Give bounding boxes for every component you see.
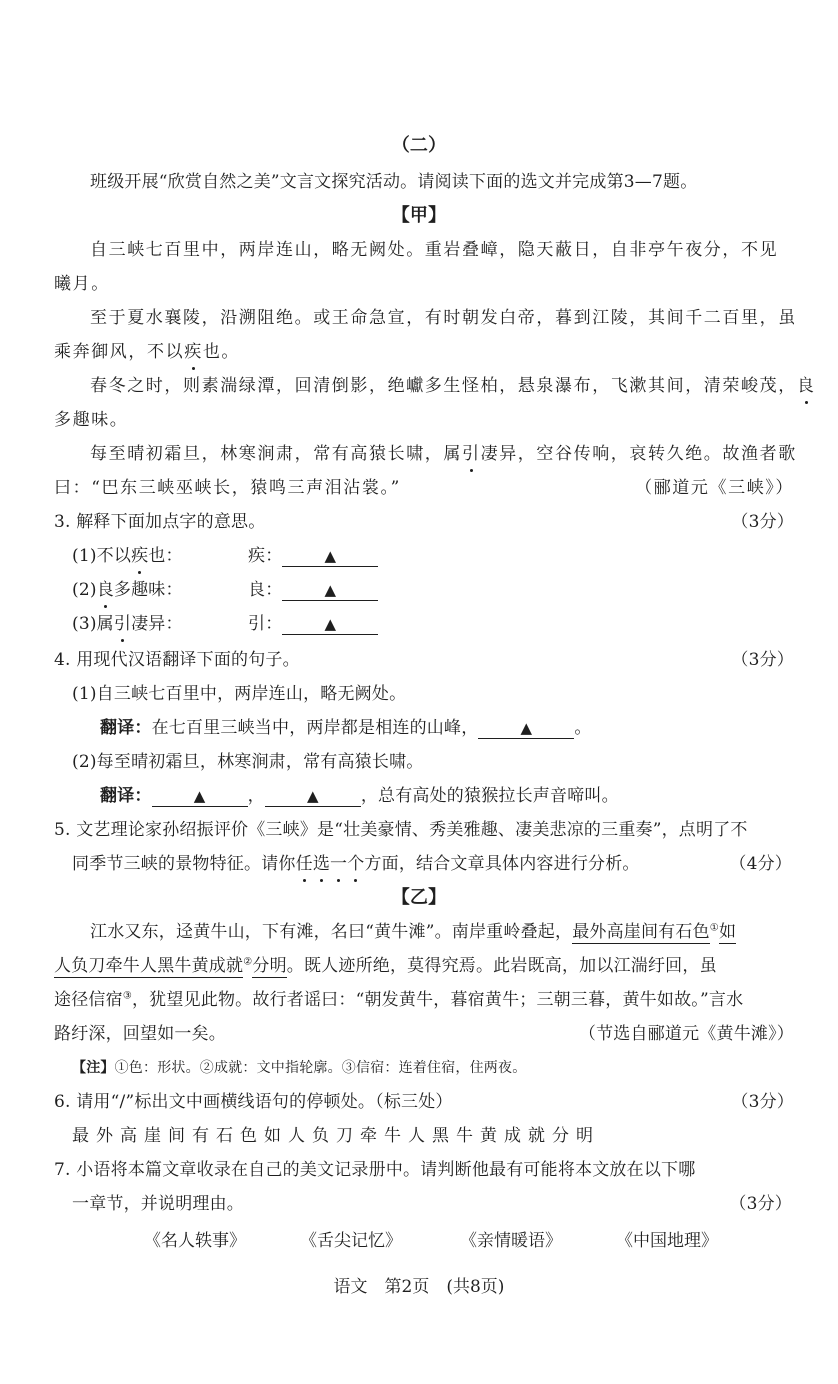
q3-item-3 [72,612,792,636]
item-label [72,578,248,602]
text: 在七百里三峡当中，两岸都是相连的山峰， [151,718,479,738]
q6-sentence: 最外高崖间有石色如人负刀牵牛人黑牛黄成就分明 [72,1126,600,1146]
dotted-char: 选 [312,854,331,874]
dotted-char: 引 [113,614,132,634]
yi-line4 [54,1022,794,1046]
text: 曰：“巴东三峡巫峡长，猿鸣三声泪沾裳。” [54,478,401,498]
jia-p1-line1: 自三峡七百里中，两岸连山，略无阙处。重岩叠嶂，隐天蔽日，自非亭午夜分，不见 [90,240,779,260]
text: 春冬之时，则素湍绿潭，回清倒影，绝巘多生怪柏，悬泉瀑布，飞漱其间，清荣峻茂， [90,376,797,396]
q5-score: （4分） [729,854,792,874]
char-label: 引： [248,614,283,634]
text: ，犹望见此物。故行者谣曰：“朝发黄牛，暮宿黄牛；三朝三暮，黄牛如故。”言水 [131,990,744,1010]
triangle-icon: ▲ [306,787,319,805]
yi-note [72,1056,812,1080]
note-label: 【注】 [72,1060,115,1076]
section-title: （二） [391,135,447,156]
text: 每至晴初霜旦，林寒涧肃，常有高猿长啸，属 [90,444,462,464]
underlined-text: 如 [718,922,737,942]
option-geography: 《中国地理》 [616,1231,718,1251]
text: 乘奔御风，不以 [54,342,185,362]
dotted-char: 任 [295,854,313,874]
jia-source: （郦道元《三峡》） [635,478,794,498]
dotted-char: 引 [462,444,481,464]
yi-line2 [54,954,794,978]
yi-line3 [54,988,794,1012]
q4-score: （3分） [731,650,794,670]
underlined-text: 分明 [252,956,287,976]
char-label: 良： [248,580,283,600]
q5-line1: 5. 文艺理论家孙绍振评价《三峡》是“壮美豪情、秀美雅趣、凄美悲凉的三重奏”，点明了不 [54,820,748,840]
text: 路纡深，回望如一矣。 [54,1024,226,1044]
answer-blank[interactable] [282,546,378,567]
dotted-char: 良 [96,580,114,600]
q5-line2 [72,852,792,876]
text: 。既人迹所绝，莫得究焉。此岩既高，加以江湍纡回，虽 [286,956,717,976]
text: 同季节三峡的景物特征。请你 [72,854,296,874]
q4-sentence-2: (2)每至晴初霜旦，林寒涧肃，常有高猿长啸。 [72,752,424,772]
translation-label: 翻译： [100,786,152,806]
text: (2) [72,580,97,600]
char-label: 疾： [248,546,283,566]
text: 凄异，空谷传响，哀转久绝。故渔者歌 [480,444,797,464]
answer-blank[interactable] [282,580,378,601]
item-label [72,612,248,636]
yi-source: （节选自郦道元《黄牛滩》） [578,1024,794,1044]
underlined-text: 最外高崖间有石色 [572,922,710,942]
jia-p1-line2: 曦月。 [54,274,110,294]
text: (3)属 [72,614,114,634]
text: 也。 [202,342,241,362]
dotted-char: 疾 [184,342,203,362]
underlined-text: 人负刀牵牛人黑牛黄成就 [54,956,244,976]
option-food: 《舌尖记忆》 [300,1231,402,1251]
text: 一章节，并说明理由。 [72,1194,244,1214]
q3-item-1 [72,544,792,568]
triangle-icon: ▲ [324,547,337,565]
yi-line1 [54,920,794,944]
triangle-icon: ▲ [193,787,206,805]
answer-blank[interactable] [478,718,574,739]
dotted-char: 良 [796,376,816,396]
footnote-mark: ② [243,956,253,968]
page-footer: 语文 第2页 (共8页) [333,1277,505,1297]
dotted-char: 一 [330,854,348,874]
item-label [72,544,248,568]
triangle-icon: ▲ [520,719,533,737]
q4-translation-1 [100,716,790,740]
triangle-icon: ▲ [324,581,337,599]
text: ， [247,786,265,806]
q7-line2 [72,1192,792,1216]
answer-blank[interactable] [282,614,378,635]
q7-line1: 7. 小语将本篇文章收录在自己的美文记录册中。请判断他最有可能将本文放在以下哪 [54,1160,696,1180]
jia-p2-line1: 至于夏水襄陵，沿溯阻绝。或王命急宣，有时朝发白帝，暮到江陵，其间千二百里，虽 [90,308,797,328]
q3-stem [54,510,794,534]
jia-p3-line2: 多趣味。 [54,410,129,430]
q4-stem [54,648,794,672]
text: ，总有高处的猿猴拉长声音啼叫。 [360,786,619,806]
answer-blank[interactable] [265,786,361,807]
passage-jia-title: 【甲】 [391,205,447,226]
jia-p2-line2 [54,340,794,364]
intro-text: 班级开展“欣赏自然之美”文言文探究活动。请阅读下面的选文并完成第3—7题。 [90,172,698,192]
dotted-phrase [296,854,365,874]
text: (1)不以 [72,546,132,566]
q4-sentence-1: (1)自三峡七百里中，两岸连山，略无阙处。 [72,684,407,704]
answer-blank[interactable] [152,786,248,807]
option-celebrity: 《名人轶事》 [144,1231,246,1251]
text: 多趣味： [113,580,183,600]
triangle-icon: ▲ [324,615,337,633]
text: 3. 解释下面加点字的意思。 [54,512,266,532]
passage-yi-title: 【乙】 [391,887,447,908]
note-text: ①色：形状。②成就：文中指轮廓。③信宿：连着住宿，住两夜。 [114,1060,527,1076]
dotted-char: 疾 [131,546,149,566]
text: 4. 用现代汉语翻译下面的句子。 [54,650,300,670]
q3-score: （3分） [731,512,794,532]
text: 方面，结合文章具体内容进行分析。 [364,854,640,874]
jia-p4-line2 [54,476,794,500]
q4-translation-2 [100,784,790,808]
text: 也： [148,546,183,566]
text: 江水又东，迳黄牛山，下有滩，名曰“黄牛滩”。南岸重岭叠起， [90,922,573,942]
footnote-mark: ① [709,922,719,934]
q7-options [0,1226,838,1250]
footnote-mark: ③ [122,990,132,1002]
text: 途径信宿 [54,990,123,1010]
option-family: 《亲情暖语》 [460,1231,562,1251]
q3-item-2 [72,578,792,602]
text: 。 [574,718,592,738]
q6-score: （3分） [731,1092,794,1112]
q6-stem [54,1090,794,1114]
dotted-char: 个 [347,854,365,874]
translation-label: 翻译： [100,718,152,738]
q7-score: （3分） [729,1194,792,1214]
jia-p3-line1 [54,374,816,398]
text: 6. 请用“/”标出文中画横线语句的停顿处。（标三处） [54,1092,453,1112]
jia-p4-line1 [54,442,797,466]
text: 凄异： [131,614,183,634]
